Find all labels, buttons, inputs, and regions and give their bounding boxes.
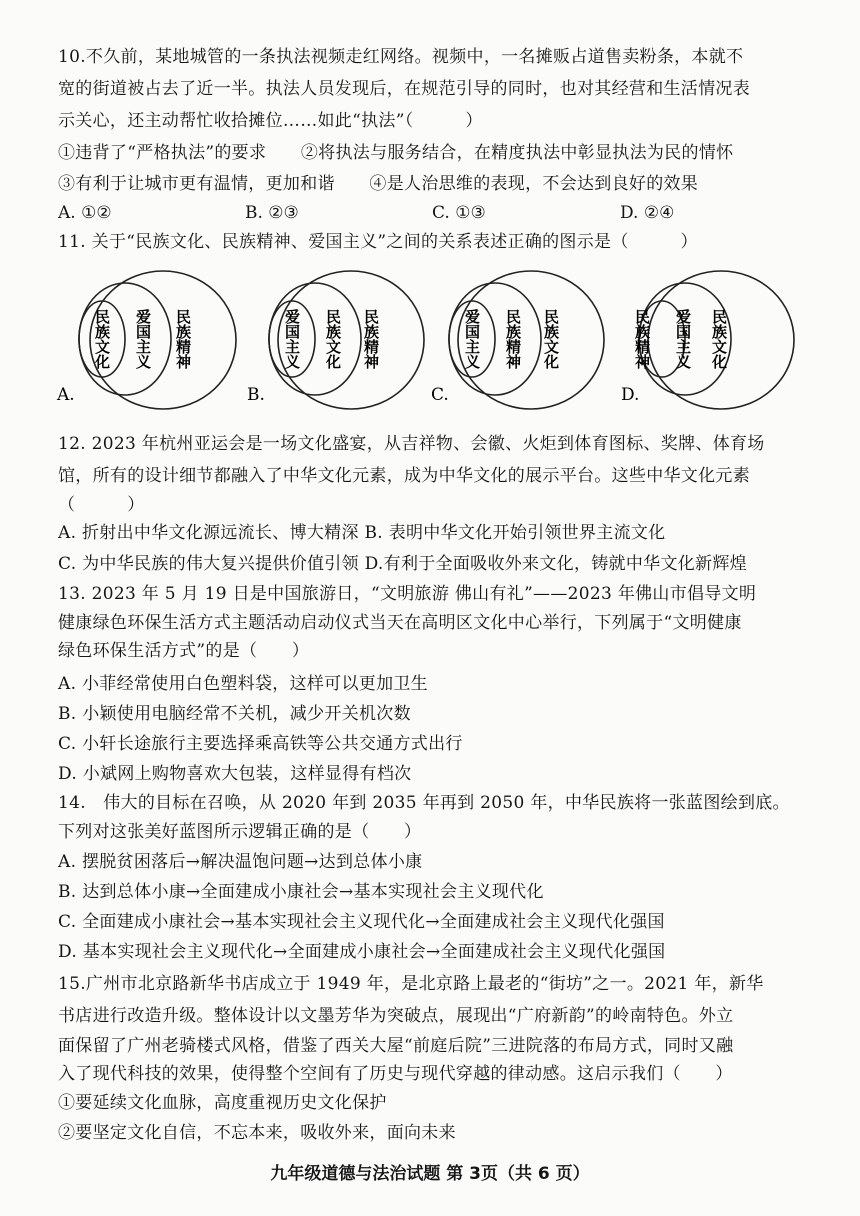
q13-line: 绿色环保生活方式”的是（ ）	[58, 641, 310, 661]
q13-line: 13. 2023 年 5 月 19 日是中国旅游日，“文明旅游 佛山有礼”——2023 年佛山市倡导文明	[58, 584, 757, 604]
q14-option-d[interactable]: D. 基本实现社会主义现代化→全面建成小康社会→全面建成社会主义现代化强国	[58, 942, 666, 962]
option-label: B.	[247, 385, 265, 405]
q10-option-d[interactable]: D. ②④	[620, 203, 675, 223]
q12-options-ab[interactable]: A. 折射出中华文化源远流长、博大精深 B. 表明中华文化开始引领世界主流文化	[58, 523, 666, 543]
q12-options-cd[interactable]: C. 为中华民族的伟大复兴提供价值引领 D.有利于全面吸收外来文化，铸就中华文化新辉煌	[58, 554, 747, 574]
q14-line: 14. 伟大的目标在召唤，从 2020 年到 2035 年再到 2050 年，中华民族将一张蓝图绘到底。	[58, 793, 790, 813]
q12-line: （ ）	[58, 495, 145, 515]
q14-line: 下列对这张美好蓝图所示逻辑正确的是（ ）	[58, 822, 422, 842]
q11-diagram-d[interactable]	[615, 268, 815, 413]
venn-diagram	[245, 268, 445, 413]
q10-line: 示关心，还主动帮忙收拾摊位……如此“执法”（ ）	[58, 111, 483, 131]
q10-line: 10.不久前，某地城管的一条执法视频走红网络。视频中，一名摊贩占道售卖粉条，本就不	[58, 47, 744, 67]
q15-line: 15.广州市北京路新华书店成立于 1949 年，是北京路上最老的“街坊”之一。2021 年，新华	[58, 974, 764, 994]
option-label: D.	[621, 385, 640, 405]
q10-statement: ①违背了“严格执法”的要求 ②将执法与服务结合，在精度执法中彰显执法为民的情怀	[58, 143, 734, 163]
outer-label: 民族精神	[174, 309, 192, 369]
outer-label: 民族文化	[542, 309, 560, 369]
q13-option-a[interactable]: A. 小菲经常使用白色塑料袋，这样可以更加卫生	[58, 674, 428, 694]
q11-diagram-a[interactable]	[55, 268, 255, 413]
q13-line: 健康绿色环保生活方式主题活动启动仪式当天在高明区文化中心举行，下列属于“文明健康	[58, 613, 742, 633]
q15-statement: ①要延续文化血脉，高度重视历史文化保护	[58, 1093, 387, 1113]
q14-option-c[interactable]: C. 全面建成小康社会→基本实现社会主义现代化→全面建成社会主义现代化强国	[58, 912, 665, 932]
option-label: C.	[431, 385, 449, 405]
inner-label: 爱国主义	[283, 309, 301, 369]
venn-diagram	[425, 268, 625, 413]
venn-diagram	[615, 268, 815, 413]
q10-option-c[interactable]: C. ①③	[432, 203, 486, 223]
venn-diagram	[55, 268, 255, 413]
q10-statement: ③有利于让城市更有温情，更加和谐 ④是人治思维的表现，不会达到良好的效果	[58, 174, 699, 194]
inner-label: 民族精神	[633, 309, 651, 369]
option-label: A.	[57, 385, 75, 405]
q12-line: 12. 2023 年杭州亚运会是一场文化盛宴，从吉祥物、会徽、火炬到体育图标、奖牌、体育场	[58, 434, 765, 454]
q15-line: 面保留了广州老骑楼式风格，借鉴了西关大屋“前庭后院”三进院落的布局方式，同时又融	[58, 1036, 734, 1056]
q11-diagram-c[interactable]	[425, 268, 625, 413]
inner-label: 爱国主义	[463, 309, 481, 369]
q15-line: 入了现代科技的效果，使得整个空间有了历史与现代穿越的律动感。这启示我们（ ）	[58, 1064, 733, 1084]
q11-stem: 11. 关于“民族文化、民族精神、爱国主义”之间的关系表述正确的图示是（ ）	[58, 232, 698, 252]
q10-option-b[interactable]: B. ②③	[245, 203, 299, 223]
middle-label: 民族文化	[324, 309, 342, 369]
middle-label: 爱国主义	[674, 309, 692, 369]
q13-option-c[interactable]: C. 小轩长途旅行主要选择乘高铁等公共交通方式出行	[58, 734, 463, 754]
q14-option-b[interactable]: B. 达到总体小康→全面建成小康社会→基本实现社会主义现代化	[58, 882, 544, 902]
q14-option-a[interactable]: A. 摆脱贫困落后→解决温饱问题→达到总体小康	[58, 852, 423, 872]
q13-option-b[interactable]: B. 小颖使用电脑经常不关机，减少开关机次数	[58, 704, 411, 724]
page-footer: 九年级道德与法治试题 第 3页（共 6 页）	[270, 1164, 590, 1184]
q15-statement: ②要坚定文化自信，不忘本来，吸收外来，面向未来	[58, 1123, 456, 1143]
q10-line: 宽的街道被占去了近一半。执法人员发现后，在规范引导的同时，也对其经营和生活情况表	[58, 79, 750, 99]
outer-label: 民族精神	[362, 309, 380, 369]
inner-label: 民族文化	[93, 309, 111, 369]
middle-label: 爱国主义	[134, 309, 152, 369]
q10-option-a[interactable]: A. ①②	[58, 203, 112, 223]
q12-line: 馆，所有的设计细节都融入了中华文化元素，成为中华文化的展示平台。这些中华文化元素	[58, 466, 750, 486]
q13-option-d[interactable]: D. 小斌网上购物喜欢大包装，这样显得有档次	[58, 764, 412, 784]
outer-label: 民族文化	[710, 309, 728, 369]
middle-label: 民族精神	[504, 309, 522, 369]
q11-diagram-b[interactable]	[245, 268, 445, 413]
q15-line: 书店进行改造升级。整体设计以文墨芳华为突破点，展现出“广府新韵”的岭南特色。外立	[58, 1006, 734, 1026]
